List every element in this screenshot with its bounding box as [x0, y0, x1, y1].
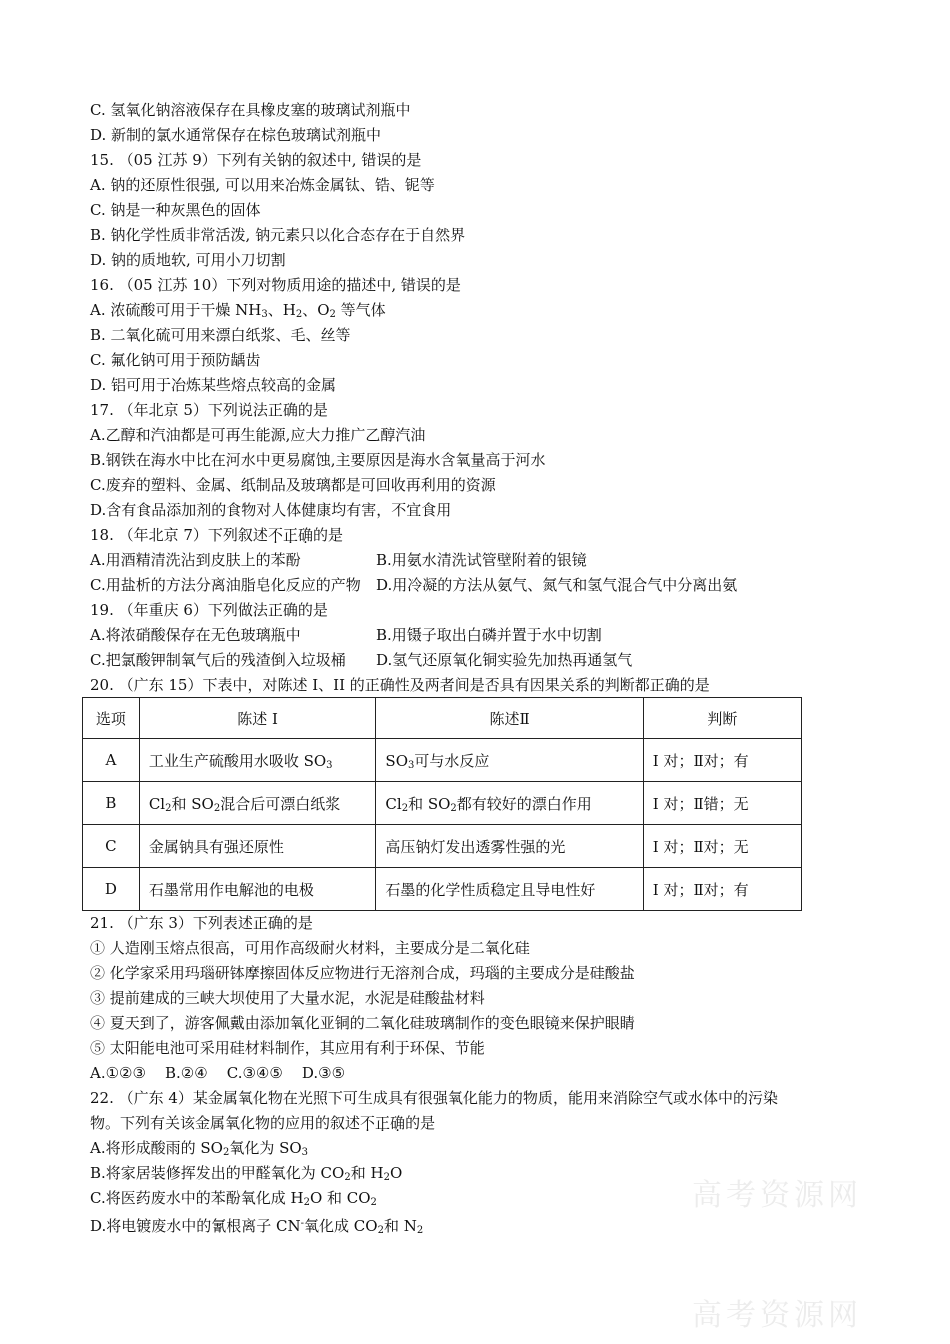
option-line: C.将医药废水中的苯酚氧化成 $H_2O$ 和 $CO_2$	[90, 1189, 377, 1208]
option-line: B. 钠化学性质非常活泼, 钠元素只以化合态存在于自然界	[90, 226, 466, 244]
table-cell: 石墨的化学性质稳定且导电性好	[376, 868, 643, 911]
question-stem: 15. （05 江苏 9）下列有关钠的叙述中, 错误的是	[90, 151, 422, 169]
option-line: D. 铝可用于冶炼某些熔点较高的金属	[90, 376, 337, 394]
table-cell: I 对；Ⅱ对；有	[643, 868, 801, 911]
table-cell: A	[83, 739, 140, 782]
table-cell: B	[83, 782, 140, 825]
question-stem: 18. （年北京 7）下列叙述不正确的是	[90, 526, 343, 544]
question-stem: 17. （年北京 5）下列说法正确的是	[90, 401, 328, 419]
question-stem: 16. （05 江苏 10）下列对物质用途的描述中, 错误的是	[90, 276, 461, 294]
question-stem: 20. （广东 15）下表中，对陈述 I、II 的正确性及两者间是否具有因果关系的判断都正确的是	[90, 676, 710, 694]
list-item: ③ 提前建成的三峡大坝使用了大量水泥，水泥是硅酸盐材料	[90, 989, 485, 1007]
option-line: A.乙醇和汽油都是可再生能源,应大力推广乙醇汽油	[90, 426, 426, 444]
table-cell: D	[83, 868, 140, 911]
option-line: A. 钠的还原性很强, 可以用来冶炼金属钛、锆、铌等	[90, 176, 435, 194]
list-item: ② 化学家采用玛瑙研钵摩擦固体反应物进行无溶剂合成，玛瑙的主要成分是硅酸盐	[90, 964, 635, 982]
option-line: B.将家居装修挥发出的甲醛氧化为 $CO_2$和 $H_2O$	[90, 1164, 403, 1183]
question-stem: 物。下列有关该金属氧化物的应用的叙述不正确的是	[90, 1114, 436, 1132]
option-line: D.含有食品添加剂的食物对人体健康均有害，不宜食用	[90, 501, 452, 519]
option-row: C.把氯酸钾制氧气后的残渣倒入垃圾桶 D.氢气还原氧化铜实验先加热再通氢气	[90, 651, 633, 669]
table-cell: I 对；Ⅱ对；无	[643, 825, 801, 868]
option-row: C.用盐析的方法分离油脂皂化反应的产物 D.用冷凝的方法从氨气、氮气和氢气混合气中分离出氨	[90, 576, 738, 594]
option-row: A.用酒精清洗沾到皮肤上的苯酚 B.用氨水清洗试管壁附着的银镜	[90, 551, 587, 569]
table-cell: 高压钠灯发出透雾性强的光	[376, 825, 643, 868]
table-cell: 石墨常用作电解池的电极	[139, 868, 376, 911]
option-row: A.①②③ B.②④ C.③④⑤ D.③⑤	[90, 1064, 346, 1082]
table-cell: I 对；Ⅱ对；有	[643, 739, 801, 782]
table-cell: I 对；Ⅱ错；无	[643, 782, 801, 825]
comparison-table	[82, 697, 802, 911]
table-row	[83, 782, 802, 825]
table-header: 陈述Ⅱ	[376, 698, 643, 739]
question-stem: 21. （广东 3）下列表述正确的是	[90, 914, 313, 932]
table-header: 选项	[83, 698, 140, 739]
table-cell: $Cl_2$和 $SO_2$都有较好的漂白作用	[376, 782, 643, 825]
option-line: D.将电镀废水中的氰根离子 CN-氧化成 $CO_2$和 $N_2$	[90, 1217, 424, 1236]
table-cell: C	[83, 825, 140, 868]
option-line: A.将形成酸雨的 $SO_2$氧化为 $SO_3$	[90, 1139, 309, 1158]
table-cell: 金属钠具有强还原性	[139, 825, 376, 868]
option-line: B.钢铁在海水中比在河水中更易腐蚀,主要原因是海水含氧量高于河水	[90, 451, 546, 469]
option-line: A. 浓硫酸可用于干燥 $NH_3$、$H_2$、$O_2$ 等气体	[90, 301, 386, 320]
table-header: 陈述 I	[139, 698, 376, 739]
watermark: 高考资源网	[692, 1178, 862, 1213]
table-cell: 工业生产硫酸用水吸收 $SO_3$	[139, 739, 376, 782]
option-line: B. 二氧化硫可用来漂白纸浆、毛、丝等	[90, 326, 351, 344]
document-body	[90, 98, 870, 698]
table-row	[83, 739, 802, 782]
list-item: ⑤ 太阳能电池可采用硅材料制作，其应用有利于环保、节能	[90, 1039, 485, 1057]
option-line: D. 钠的质地软, 可用小刀切割	[90, 251, 286, 269]
text-line: D. 新制的氯水通常保存在棕色玻璃试剂瓶中	[90, 126, 382, 144]
table-cell: $SO_3$可与水反应	[376, 739, 643, 782]
table-header-row	[83, 698, 802, 739]
table-row	[83, 868, 802, 911]
watermark: 高考资源网	[692, 1298, 862, 1333]
question-stem: 22. （广东 4）某金属氧化物在光照下可生成具有很强氧化能力的物质，能用来消除空气或水体中的污染	[90, 1089, 778, 1107]
option-line: C.废弃的塑料、金属、纸制品及玻璃都是可回收再利用的资源	[90, 476, 496, 494]
list-item: ④ 夏天到了，游客佩戴由添加氧化亚铜的二氧化硅玻璃制作的变色眼镜来保护眼睛	[90, 1014, 635, 1032]
table-header: 判断	[643, 698, 801, 739]
table-cell: $Cl_2$和 $SO_2$混合后可漂白纸浆	[139, 782, 376, 825]
question-stem: 19. （年重庆 6）下列做法正确的是	[90, 601, 328, 619]
list-item: ① 人造刚玉熔点很高，可用作高级耐火材料，主要成分是二氧化硅	[90, 939, 530, 957]
option-line: C. 钠是一种灰黑色的固体	[90, 201, 261, 219]
option-line: C. 氟化钠可用于预防龋齿	[90, 351, 261, 369]
table-row	[83, 825, 802, 868]
text-line: C. 氢氧化钠溶液保存在具橡皮塞的玻璃试剂瓶中	[90, 101, 411, 119]
option-row: A.将浓硝酸保存在无色玻璃瓶中 B.用镊子取出白磷并置于水中切割	[90, 626, 602, 644]
